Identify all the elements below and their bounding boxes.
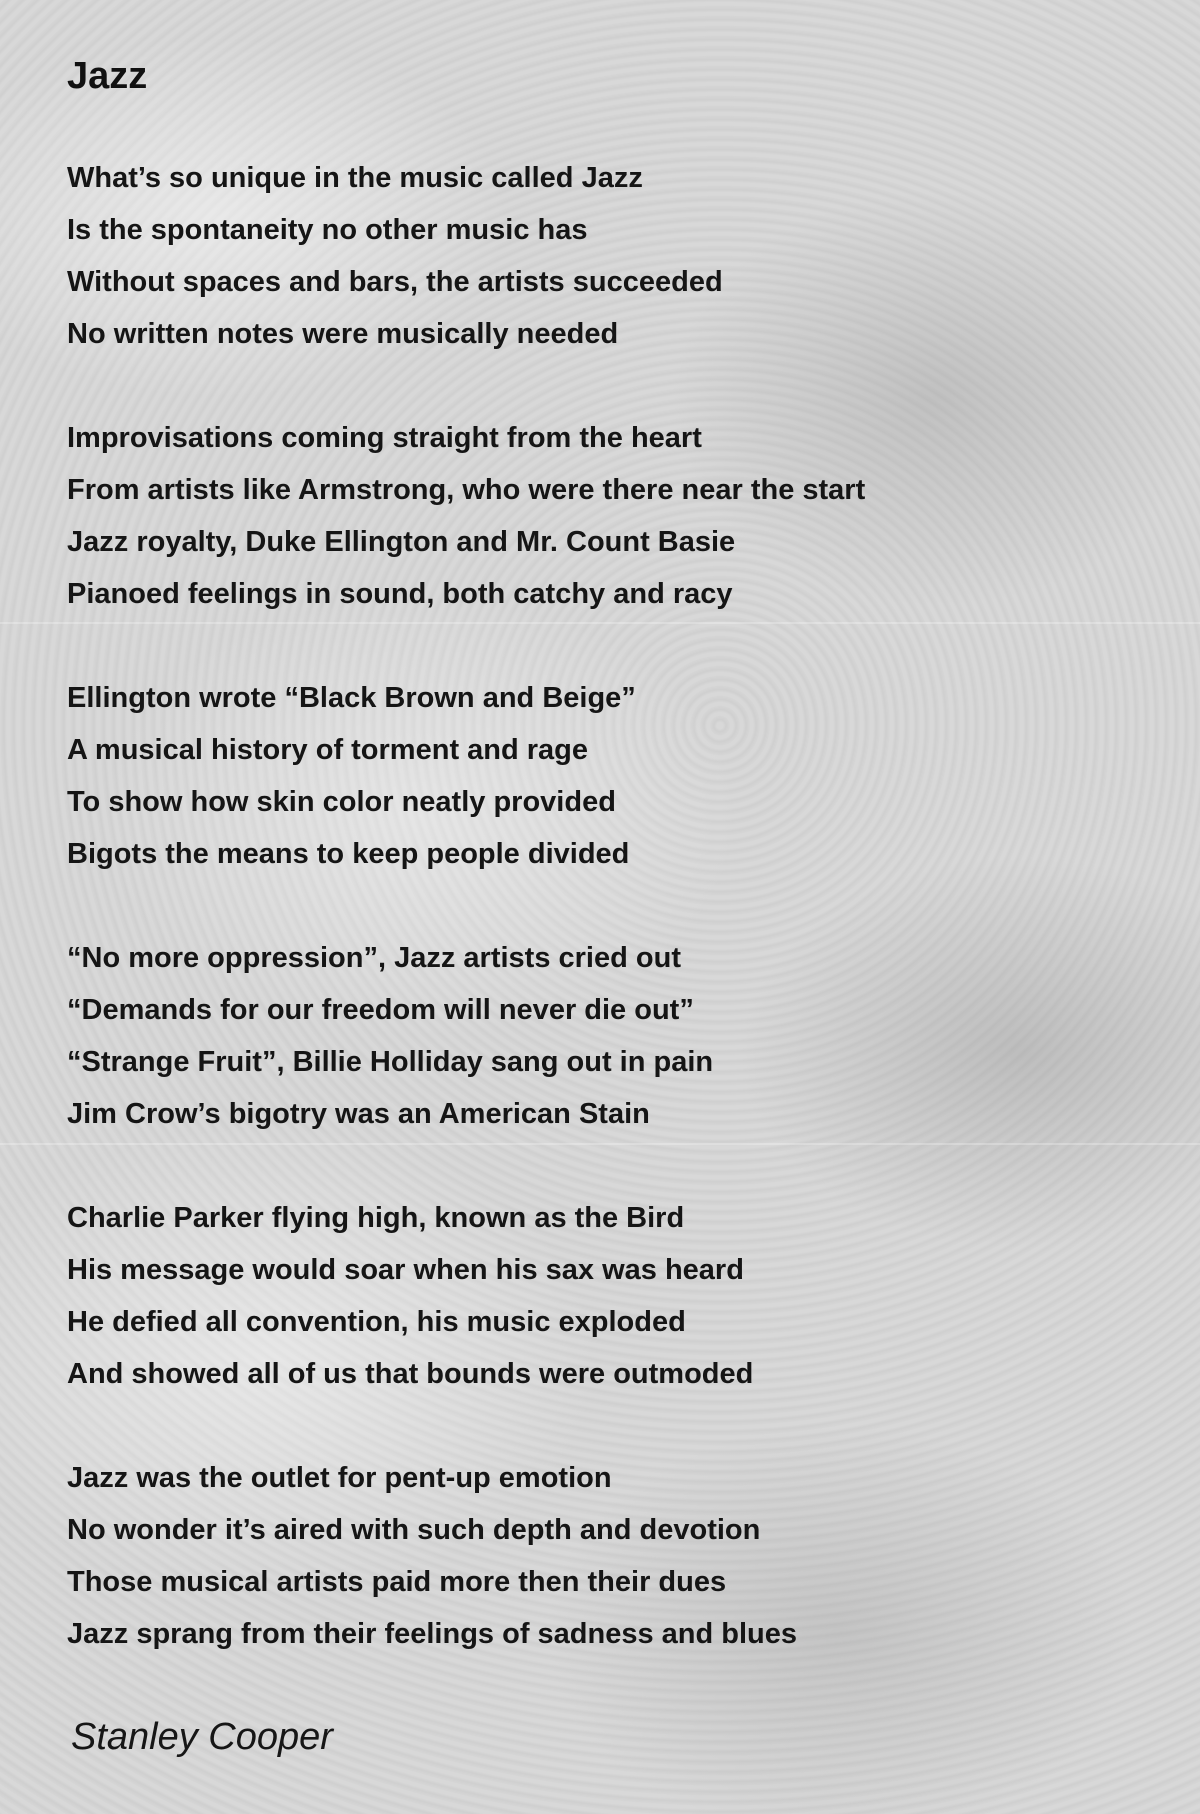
poem-line: Ellington wrote “Black Brown and Beige” — [67, 682, 636, 714]
stanza-2 — [67, 412, 1147, 620]
poem-line: And showed all of us that bounds were outmoded — [67, 1358, 754, 1390]
poem-line: “No more oppression”, Jazz artists cried out — [67, 942, 681, 974]
poem-line: No written notes were musically needed — [67, 318, 619, 350]
poem-line: Charlie Parker flying high, known as the Bird — [67, 1202, 685, 1234]
poem-line: Is the spontaneity no other music has — [67, 214, 588, 246]
poem-line: No wonder it’s aired with such depth and devotion — [67, 1514, 761, 1546]
poem-line: Jim Crow’s bigotry was an American Stain — [67, 1098, 650, 1130]
author-name: Stanley Cooper — [71, 1716, 333, 1758]
stanza-1 — [67, 152, 1147, 360]
poem-line: Improvisations coming straight from the heart — [67, 422, 702, 454]
poem-body — [67, 152, 1147, 1660]
poem-line: Jazz royalty, Duke Ellington and Mr. Count Basie — [67, 526, 736, 558]
stanza-6 — [67, 1452, 1147, 1660]
poem-line: From artists like Armstrong, who were there near the start — [67, 474, 866, 506]
stanza-4 — [67, 932, 1147, 1140]
stanza-5 — [67, 1192, 1147, 1400]
poem-line: Without spaces and bars, the artists succeeded — [67, 266, 723, 298]
poem-line: To show how skin color neatly provided — [67, 786, 616, 818]
poem — [67, 0, 1147, 1712]
poem-line: He defied all convention, his music exploded — [67, 1306, 686, 1338]
poem-line: What’s so unique in the music called Jazz — [67, 162, 643, 194]
poem-line: Jazz sprang from their feelings of sadness and blues — [67, 1618, 798, 1650]
poem-line: Bigots the means to keep people divided — [67, 838, 630, 870]
poem-line: His message would soar when his sax was heard — [67, 1254, 744, 1286]
poem-line: A musical history of torment and rage — [67, 734, 589, 766]
poem-line: “Demands for our freedom will never die out” — [67, 994, 694, 1026]
poem-line: “Strange Fruit”, Billie Holliday sang out in pain — [67, 1046, 714, 1078]
stanza-3 — [67, 672, 1147, 880]
poem-title: Jazz — [67, 55, 148, 97]
poem-line: Jazz was the outlet for pent-up emotion — [67, 1462, 612, 1494]
poem-line: Pianoed feelings in sound, both catchy and racy — [67, 578, 733, 610]
poem-line: Those musical artists paid more then their dues — [67, 1566, 727, 1598]
